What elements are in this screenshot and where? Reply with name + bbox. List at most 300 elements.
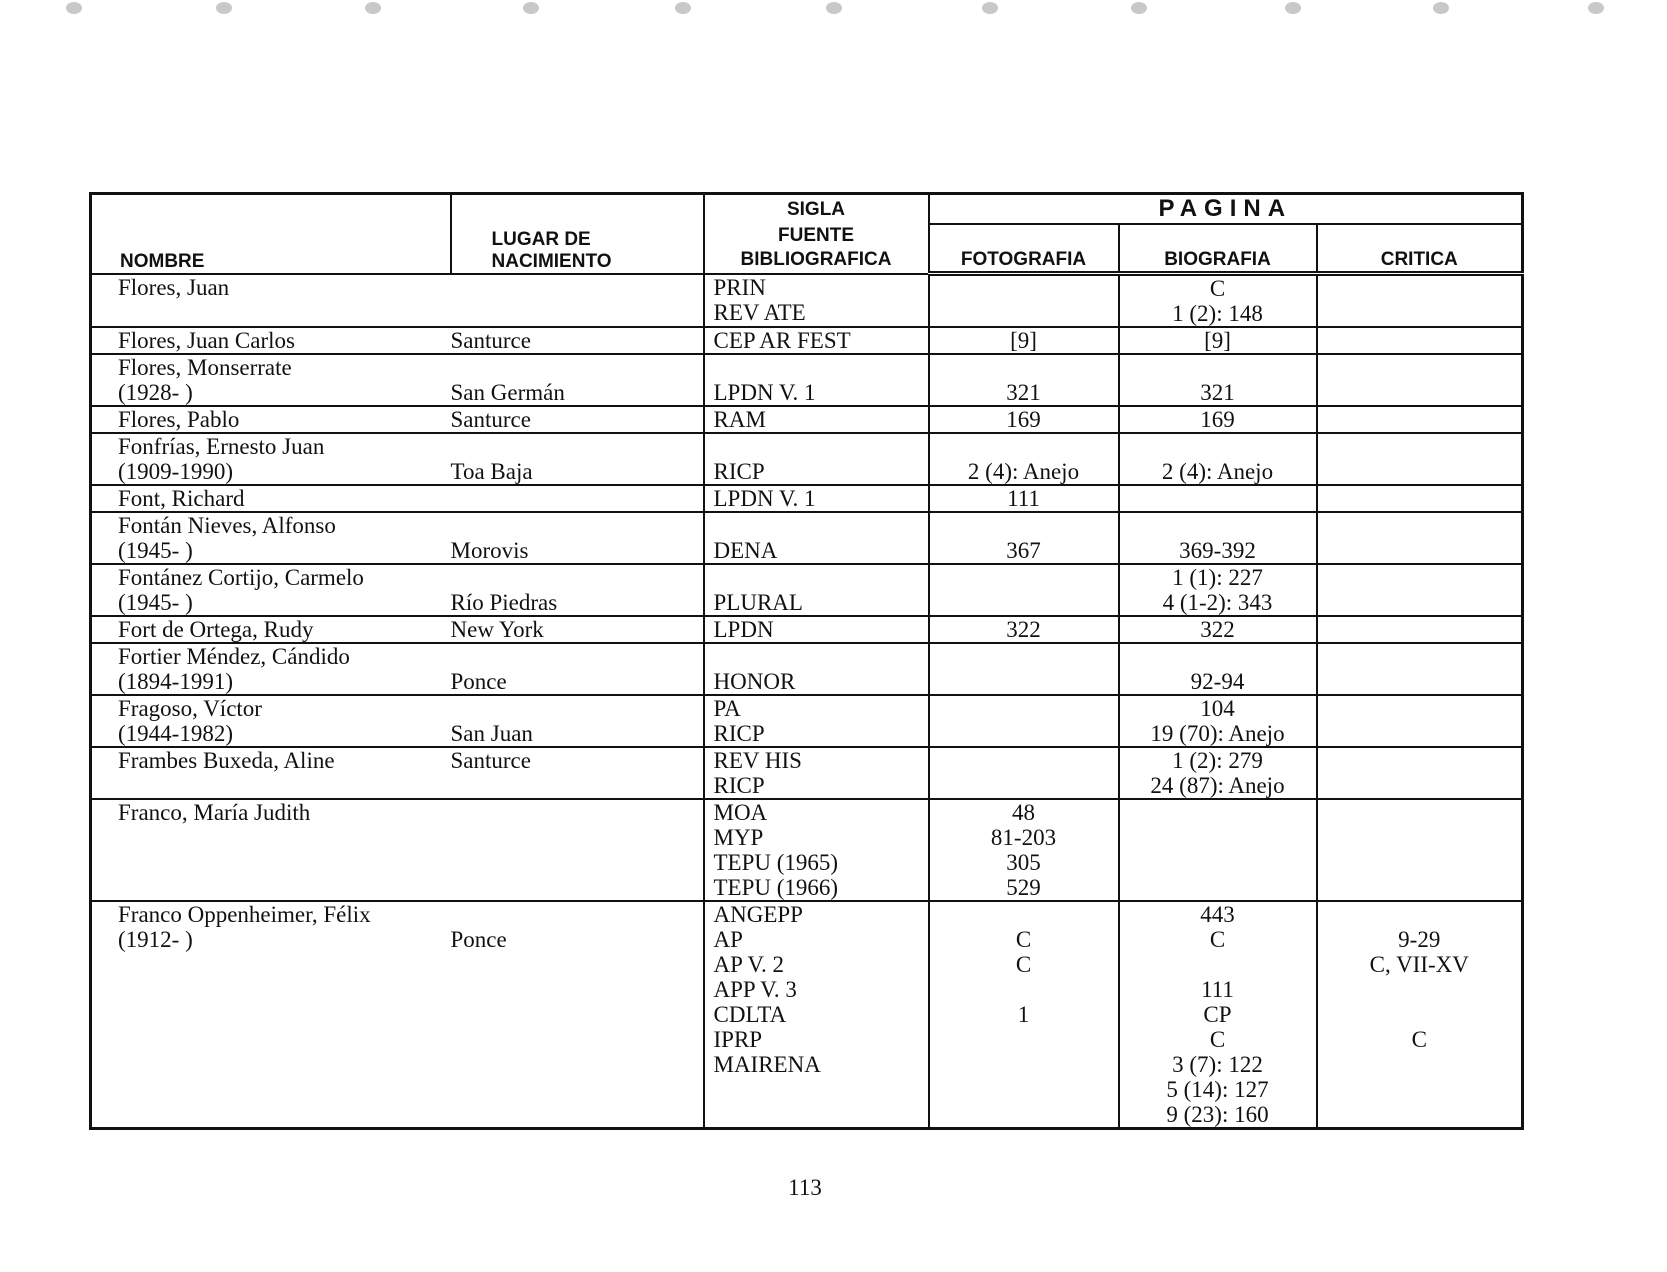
cell-text: MAIRENA <box>713 1052 821 1077</box>
cell-text: (1928- ) <box>118 380 193 405</box>
cell-text <box>451 875 703 900</box>
header-fotografia: FOTOGRAFIA <box>929 224 1119 274</box>
cell-text: DENA <box>713 538 778 563</box>
cell-text <box>451 355 703 380</box>
cell-text <box>1120 355 1316 380</box>
cell-text <box>930 748 1118 773</box>
cell-text: RAM <box>713 407 766 432</box>
cell-text <box>930 721 1118 746</box>
cell-text <box>1318 644 1522 669</box>
cell-text: REV HIS <box>713 748 802 773</box>
cell-text: [9] <box>1204 328 1231 353</box>
cell-text: PA <box>713 696 741 721</box>
cell-text: 2 (4): Anejo <box>1161 459 1274 484</box>
cell-text: PLURAL <box>713 590 803 615</box>
cell-text <box>1120 952 1316 977</box>
cell-text: (1945- ) <box>118 590 193 615</box>
nombre-cell <box>91 433 451 485</box>
fotografia-cell <box>929 274 1119 328</box>
cell-text: CEP AR FEST <box>713 328 851 353</box>
cell-text <box>118 1102 451 1127</box>
cell-text <box>1318 850 1522 875</box>
cell-text: New York <box>450 617 544 642</box>
cell-text <box>930 276 1118 301</box>
cell-text <box>1318 977 1522 1002</box>
cell-text <box>1318 380 1522 405</box>
sigla-cell <box>704 564 929 616</box>
fotografia-cell <box>929 616 1119 643</box>
fotografia-cell <box>929 643 1119 695</box>
cell-text: C <box>1209 1027 1226 1052</box>
cell-text <box>714 355 928 380</box>
critica-cell <box>1317 747 1523 799</box>
cell-text: Santurce <box>450 748 531 773</box>
cell-text: Font, Richard <box>118 486 245 511</box>
sigla-cell <box>704 799 929 901</box>
lugar-cell <box>451 485 704 512</box>
cell-text: 2 (4): Anejo <box>967 459 1080 484</box>
critica-cell <box>1317 327 1523 354</box>
cell-text <box>1318 825 1522 850</box>
sigla-cell <box>704 643 929 695</box>
cell-text: Toa Baja <box>450 459 533 484</box>
critica-cell <box>1317 901 1523 1129</box>
header-critica: CRITICA <box>1317 224 1523 274</box>
cell-text: 111 <box>1007 486 1040 511</box>
cell-text: Flores, Juan <box>118 274 230 300</box>
biografia-cell <box>1119 564 1317 616</box>
cell-text: C <box>1015 927 1032 952</box>
cell-text <box>118 1027 451 1052</box>
sigla-cell <box>704 274 929 328</box>
cell-text: 1 (2): 148 <box>1172 301 1263 326</box>
nombre-cell <box>91 512 451 564</box>
cell-text: 111 <box>1201 977 1234 1002</box>
cell-text <box>451 977 703 1002</box>
cell-text: (1944-1982) <box>118 721 233 746</box>
cell-text <box>1318 721 1522 746</box>
table-row <box>91 695 1523 747</box>
table-row <box>91 433 1523 485</box>
cell-text <box>451 1027 703 1052</box>
cell-text <box>451 850 703 875</box>
cell-text: RICP <box>713 773 765 798</box>
lugar-cell <box>451 901 704 1129</box>
cell-text: Franco, María Judith <box>118 800 311 825</box>
cell-text <box>1318 328 1522 353</box>
cell-text <box>451 1077 703 1102</box>
cell-text: (1945- ) <box>118 538 193 563</box>
cell-text <box>1120 850 1316 875</box>
binding-hole-icon <box>216 2 232 14</box>
cell-text <box>930 513 1118 538</box>
nombre-cell <box>91 747 451 799</box>
cell-text <box>1318 669 1522 694</box>
cell-text <box>1318 590 1522 615</box>
cell-text <box>930 1027 1118 1052</box>
cell-text <box>451 644 703 669</box>
nombre-cell <box>91 564 451 616</box>
cell-text: TEPU (1966) <box>713 875 839 900</box>
cell-text <box>451 565 703 590</box>
table-row <box>91 274 1523 328</box>
cell-text <box>118 1052 451 1077</box>
lugar-cell <box>451 564 704 616</box>
cell-text <box>930 1102 1118 1127</box>
cell-text <box>930 1077 1118 1102</box>
sigla-cell <box>704 616 929 643</box>
cell-text: Río Piedras <box>450 590 558 615</box>
lugar-cell <box>451 354 704 406</box>
cell-text: C <box>1209 276 1226 301</box>
critica-cell <box>1317 485 1523 512</box>
cell-text <box>930 1052 1118 1077</box>
fotografia-cell <box>929 485 1119 512</box>
fotografia-cell <box>929 747 1119 799</box>
cell-text <box>1318 748 1522 773</box>
cell-text <box>118 300 451 325</box>
cell-text <box>118 952 451 977</box>
biografia-cell <box>1119 643 1317 695</box>
lugar-cell <box>451 327 704 354</box>
cell-text <box>1318 276 1522 301</box>
binding-hole-icon <box>982 2 998 14</box>
fotografia-cell <box>929 901 1119 1129</box>
binding-hole-icon <box>66 2 82 14</box>
cell-text <box>1120 875 1316 900</box>
sigla-cell <box>704 406 929 433</box>
cell-text <box>1318 565 1522 590</box>
cell-text: 1 (2): 279 <box>1172 748 1263 773</box>
cell-text <box>1120 644 1316 669</box>
binding-hole-icon <box>675 2 691 14</box>
table-body <box>91 274 1523 1129</box>
cell-text: HONOR <box>713 669 796 694</box>
cell-text <box>1318 617 1522 642</box>
cell-text <box>1318 696 1522 721</box>
cell-text <box>930 773 1118 798</box>
critica-cell <box>1317 433 1523 485</box>
cell-text <box>714 434 928 459</box>
cell-text: 9 (23): 160 <box>1166 1102 1269 1127</box>
sigla-cell <box>704 512 929 564</box>
lugar-cell <box>451 406 704 433</box>
cell-text: Fonfrías, Ernesto Juan <box>118 434 325 459</box>
cell-text <box>451 1102 703 1127</box>
cell-text: 169 <box>1200 407 1235 432</box>
cell-text <box>930 590 1118 615</box>
cell-text: RICP <box>713 459 765 484</box>
table-row <box>91 643 1523 695</box>
cell-text: (1912- ) <box>118 927 193 952</box>
cell-text <box>714 1077 928 1102</box>
cell-text: 369-392 <box>1179 538 1256 563</box>
cell-text: CP <box>1203 1002 1232 1027</box>
cell-text: AP V. 2 <box>713 952 785 977</box>
cell-text <box>451 486 703 511</box>
nombre-cell <box>91 327 451 354</box>
cell-text <box>930 434 1118 459</box>
cell-text <box>1318 902 1522 927</box>
cell-text: Frambes Buxeda, Aline <box>118 748 335 773</box>
cell-text <box>1318 1002 1522 1027</box>
cell-text <box>714 644 928 669</box>
sigla-cell <box>704 695 929 747</box>
header-sigla: SIGLA FUENTE BIBLIOGRAFICA <box>704 194 929 274</box>
binding-hole-icon <box>523 2 539 14</box>
cell-text <box>451 696 703 721</box>
cell-text: REV ATE <box>713 299 806 325</box>
cell-text: C <box>1209 927 1226 952</box>
biografia-cell <box>1119 433 1317 485</box>
nombre-cell <box>91 799 451 901</box>
cell-text <box>930 696 1118 721</box>
cell-text: 322 <box>1200 617 1235 642</box>
cell-text <box>1318 1102 1522 1127</box>
cell-text: 104 <box>1200 696 1235 721</box>
binding-hole-icon <box>826 2 842 14</box>
cell-text: 321 <box>1006 380 1041 405</box>
cell-text <box>451 1052 703 1077</box>
cell-text: Flores, Pablo <box>118 407 240 432</box>
cell-text <box>714 1102 928 1127</box>
cell-text <box>118 850 451 875</box>
cell-text <box>1120 513 1316 538</box>
cell-text: CDLTA <box>713 1002 787 1027</box>
binding-hole-icon <box>365 2 381 14</box>
table-row <box>91 406 1523 433</box>
cell-text: LPDN V. 1 <box>713 380 816 405</box>
cell-text <box>930 644 1118 669</box>
lugar-cell <box>451 616 704 643</box>
sigla-cell <box>704 485 929 512</box>
cell-text: 529 <box>1006 875 1041 900</box>
table-row <box>91 616 1523 643</box>
critica-cell <box>1317 643 1523 695</box>
header-biografia: BIOGRAFIA <box>1119 224 1317 274</box>
nombre-cell <box>91 274 451 328</box>
biografia-cell <box>1119 747 1317 799</box>
binding-hole-icon <box>1285 2 1301 14</box>
cell-text <box>714 565 928 590</box>
table-row <box>91 512 1523 564</box>
cell-text: AP <box>713 927 743 952</box>
biografia-cell <box>1119 485 1317 512</box>
cell-text <box>930 355 1118 380</box>
lugar-cell <box>451 643 704 695</box>
cell-text: 443 <box>1200 902 1235 927</box>
cell-text <box>1318 407 1522 432</box>
lugar-cell <box>451 433 704 485</box>
critica-cell <box>1317 406 1523 433</box>
cell-text <box>1120 800 1316 825</box>
table-row <box>91 901 1523 1129</box>
fotografia-cell <box>929 799 1119 901</box>
critica-cell <box>1317 354 1523 406</box>
cell-text: IPRP <box>713 1027 763 1052</box>
cell-text <box>451 434 703 459</box>
cell-text: 48 <box>1012 800 1035 825</box>
table-row <box>91 485 1523 512</box>
biografia-cell <box>1119 616 1317 643</box>
cell-text <box>451 513 703 538</box>
cell-text: Ponce <box>450 669 507 694</box>
cell-text: PRIN <box>713 274 766 300</box>
cell-text <box>930 669 1118 694</box>
table-row <box>91 354 1523 406</box>
header-pagina: PAGINA <box>929 194 1523 225</box>
cell-text <box>118 977 451 1002</box>
cell-text: 92-94 <box>1190 669 1245 694</box>
binding-hole-icon <box>1588 2 1604 14</box>
fotografia-cell <box>929 327 1119 354</box>
cell-text: [9] <box>1010 328 1037 353</box>
cell-text <box>451 300 703 325</box>
cell-text <box>451 825 703 850</box>
cell-text <box>1318 773 1522 798</box>
cell-text: 5 (14): 127 <box>1166 1077 1269 1102</box>
table-row <box>91 327 1523 354</box>
cell-text: Fortier Méndez, Cándido <box>118 644 350 669</box>
cell-text <box>1318 434 1522 459</box>
cell-text: Santurce <box>450 328 531 353</box>
biografia-cell <box>1119 274 1317 328</box>
nombre-cell <box>91 406 451 433</box>
lugar-cell <box>451 274 704 328</box>
cell-text <box>1120 486 1316 511</box>
cell-text <box>1318 538 1522 563</box>
cell-text <box>118 825 451 850</box>
cell-text: MYP <box>713 825 764 850</box>
biografia-cell <box>1119 354 1317 406</box>
cell-text: LPDN <box>713 617 774 642</box>
lugar-cell <box>451 747 704 799</box>
cell-text: 1 (1): 227 <box>1172 565 1263 590</box>
fotografia-cell <box>929 512 1119 564</box>
cell-text <box>930 902 1118 927</box>
cell-text: Franco Oppenheimer, Félix <box>118 902 371 927</box>
biografia-cell <box>1119 695 1317 747</box>
cell-text <box>1318 1077 1522 1102</box>
biografia-cell <box>1119 901 1317 1129</box>
nombre-cell <box>91 643 451 695</box>
cell-text <box>118 875 451 900</box>
cell-text: C, VII-XV <box>1369 952 1469 977</box>
header-nombre: NOMBRE <box>91 194 451 274</box>
cell-text: Morovis <box>450 538 529 563</box>
cell-text: Flores, Monserrate <box>118 355 292 380</box>
cell-text: 3 (7): 122 <box>1172 1052 1263 1077</box>
cell-text <box>1120 434 1316 459</box>
cell-text <box>451 902 703 927</box>
nombre-cell <box>91 901 451 1129</box>
biografia-cell <box>1119 512 1317 564</box>
cell-text: (1894-1991) <box>118 669 233 694</box>
lugar-cell <box>451 799 704 901</box>
cell-text <box>1120 825 1316 850</box>
fotografia-cell <box>929 564 1119 616</box>
fotografia-cell <box>929 354 1119 406</box>
biografia-cell <box>1119 799 1317 901</box>
cell-text: LPDN V. 1 <box>713 486 816 511</box>
critica-cell <box>1317 616 1523 643</box>
critica-cell <box>1317 799 1523 901</box>
cell-text <box>451 275 703 300</box>
critica-cell <box>1317 512 1523 564</box>
binding-hole-icon <box>1131 2 1147 14</box>
cell-text <box>118 1077 451 1102</box>
sigla-cell <box>704 747 929 799</box>
critica-cell <box>1317 695 1523 747</box>
cell-text <box>714 513 928 538</box>
fotografia-cell <box>929 406 1119 433</box>
cell-text: 9-29 <box>1398 927 1441 952</box>
cell-text: 4 (1-2): 343 <box>1162 590 1273 615</box>
cell-text <box>1318 800 1522 825</box>
cell-text: 322 <box>1006 617 1041 642</box>
cell-text: 169 <box>1006 407 1041 432</box>
cell-text: San Juan <box>450 721 533 746</box>
cell-text <box>118 1002 451 1027</box>
cell-text <box>451 952 703 977</box>
cell-text: APP V. 3 <box>713 977 797 1002</box>
sigla-cell <box>704 901 929 1129</box>
lugar-cell <box>451 695 704 747</box>
cell-text <box>1318 1052 1522 1077</box>
critica-cell <box>1317 564 1523 616</box>
cell-text <box>118 773 451 798</box>
cell-text: Fort de Ortega, Rudy <box>118 617 314 642</box>
lugar-cell <box>451 512 704 564</box>
cell-text <box>1318 875 1522 900</box>
cell-text: ANGEPP <box>713 902 803 927</box>
nombre-cell <box>91 354 451 406</box>
sigla-cell <box>704 354 929 406</box>
cell-text <box>1318 486 1522 511</box>
fotografia-cell <box>929 695 1119 747</box>
cell-text: Flores, Juan Carlos <box>118 328 295 353</box>
cell-text: San Germán <box>450 380 565 405</box>
cell-text: C <box>1015 952 1032 977</box>
bibliography-table <box>89 192 1524 1130</box>
table-row <box>91 799 1523 901</box>
cell-text: TEPU (1965) <box>713 850 839 875</box>
biografia-cell <box>1119 327 1317 354</box>
cell-text: 24 (87): Anejo <box>1150 773 1285 798</box>
cell-text: 1 <box>1017 1002 1030 1027</box>
cell-text <box>1318 459 1522 484</box>
table-row <box>91 564 1523 616</box>
cell-text: Fontán Nieves, Alfonso <box>118 513 336 538</box>
cell-text <box>451 800 703 825</box>
cell-text: Ponce <box>450 927 507 952</box>
cell-text <box>930 301 1118 326</box>
binding-hole-icon <box>1433 2 1449 14</box>
cell-text <box>930 977 1118 1002</box>
fotografia-cell <box>929 433 1119 485</box>
cell-text: (1909-1990) <box>118 459 233 484</box>
sigla-cell <box>704 433 929 485</box>
binding-holes <box>0 0 1667 30</box>
cell-text <box>1318 513 1522 538</box>
page-number: 113 <box>788 1175 822 1200</box>
cell-text <box>451 773 703 798</box>
cell-text <box>451 1002 703 1027</box>
table-row <box>91 747 1523 799</box>
cell-text <box>930 565 1118 590</box>
cell-text: 81-203 <box>990 825 1057 850</box>
nombre-cell <box>91 695 451 747</box>
